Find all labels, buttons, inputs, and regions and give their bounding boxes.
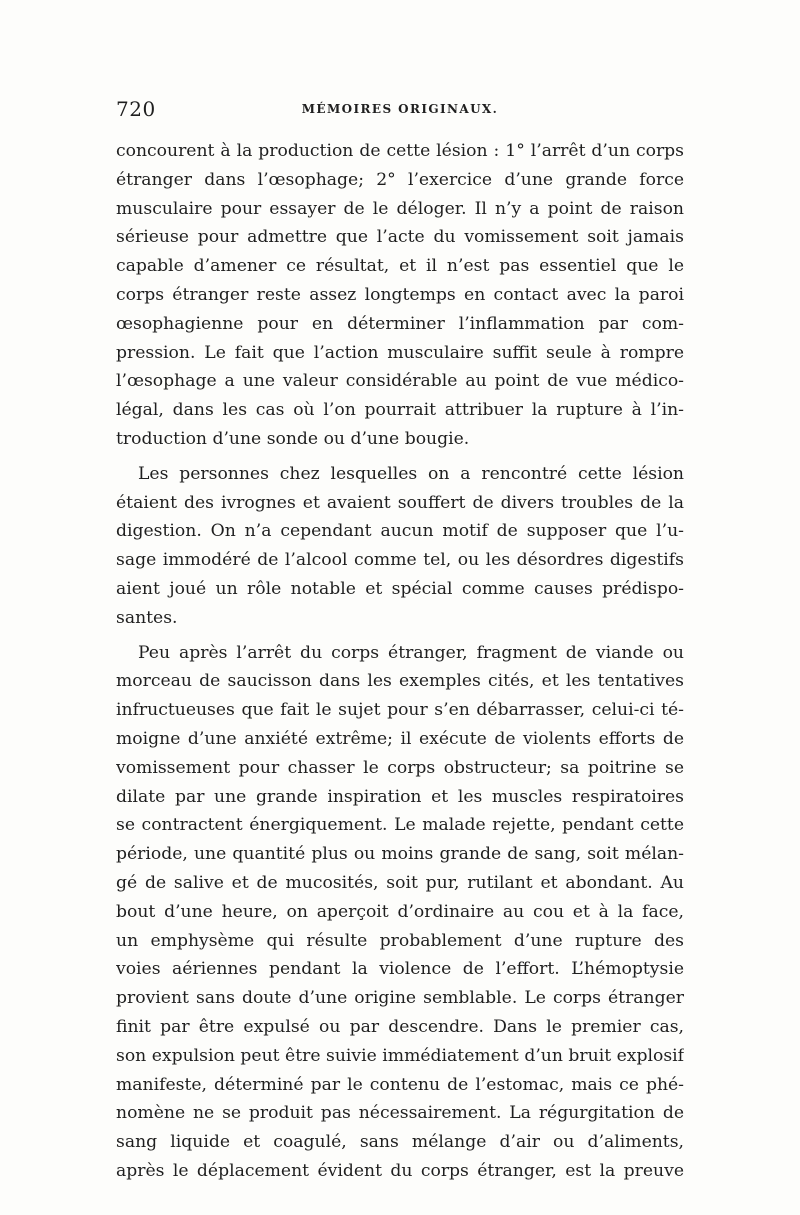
text-line: vomissement pour chasser le corps obstructeur; sa poitrine se [116,757,684,778]
text-line: digestion. On n’a cependant aucun motif de supposer que l’u- [116,521,684,542]
text-line: provient sans doute d’une origine semblable. Le corps étranger [116,988,684,1009]
text-line: sérieuse pour admettre que l’acte du vomissement soit jamais [116,227,684,248]
text-line: un emphysème qui résulte probablement d’une rupture des [116,930,684,951]
running-title: MÉMOIRES ORIGINAUX. [301,102,499,116]
text-line: œsophagienne pour en déterminer l’inflammation par com- [116,313,684,334]
text-line: infructueuses que fait le sujet pour s’en débarrasser, celui-ci té- [116,700,684,721]
body-text [116,137,684,1192]
text-line: son expulsion peut être suivie immédiatement d’un bruit explosif [116,1045,684,1066]
text-line: santes. [116,607,178,628]
paragraph-3 [116,639,684,1186]
text-line: se contractent énergiquement. Le malade rejette, pendant cette [116,815,684,836]
text-line: moigne d’une anxiété extrême; il exécute de violents efforts de [116,728,684,749]
text-line: pression. Le fait que l’action musculaire suffit seule à rompre [116,342,684,363]
text-line: légal, dans les cas où l’on pourrait attribuer la rupture à l’in- [116,400,684,421]
text-line: bout d’une heure, on aperçoit d’ordinaire au cou et à la face, [116,901,684,922]
text-line: corps étranger reste assez longtemps en contact avec la paroi [116,284,684,305]
text-line: aient joué un rôle notable et spécial comme causes prédispo- [116,578,684,599]
text-line: sang liquide et coagulé, sans mélange d’air ou d’aliments, [116,1132,684,1153]
page-number: 720 [116,97,156,121]
text-line: après le déplacement évident du corps étranger, est la preuve [116,1160,684,1181]
text-line: troduction d’une sonde ou d’une bougie. [116,428,470,449]
text-line: étaient des ivrognes et avaient souffert de divers troubles de la [116,492,684,513]
text-line: Les personnes chez lesquelles on a rencontré cette lésion [138,463,684,484]
text-line: sage immodéré de l’alcool comme tel, ou les désordres digestifs [116,550,684,571]
text-line: l’œsophage a une valeur considérable au point de vue médico- [116,371,684,392]
text-line: capable d’amener ce résultat, et il n’est pas essentiel que le [116,256,684,277]
text-line: gé de salive et de mucosités, soit pur, rutilant et abondant. Au [116,872,684,893]
text-line: finit par être expulsé ou par descendre. Dans le premier cas, [116,1016,684,1037]
text-line: concourent à la production de cette lésion : 1° l’arrêt d’un corps [116,141,684,161]
text-line: dilate par une grande inspiration et les muscles respiratoires [116,786,684,807]
text-line: nomène ne se produit pas nécessairement. La régurgitation de [116,1103,684,1124]
text-line: manifeste, déterminé par le contenu de l’estomac, mais ce phé- [116,1074,684,1095]
text-line: période, une quantité plus ou moins grande de sang, soit mélan- [116,844,684,865]
text-line: Peu après l’arrêt du corps étranger, fragment de viande ou [138,642,684,663]
running-head [116,96,684,122]
text-line: étranger dans l’œsophage; 2° l’exercice d’une grande force [116,169,684,190]
text-line: musculaire pour essayer de le déloger. Il n’y a point de raison [116,198,684,219]
paragraph-2 [116,460,684,633]
paragraph-1 [116,137,684,454]
text-line: voies aériennes pendant la violence de l’effort. L’hémoptysie [116,959,684,980]
text-line: morceau de saucisson dans les exemples cités, et les tentatives [116,671,684,692]
